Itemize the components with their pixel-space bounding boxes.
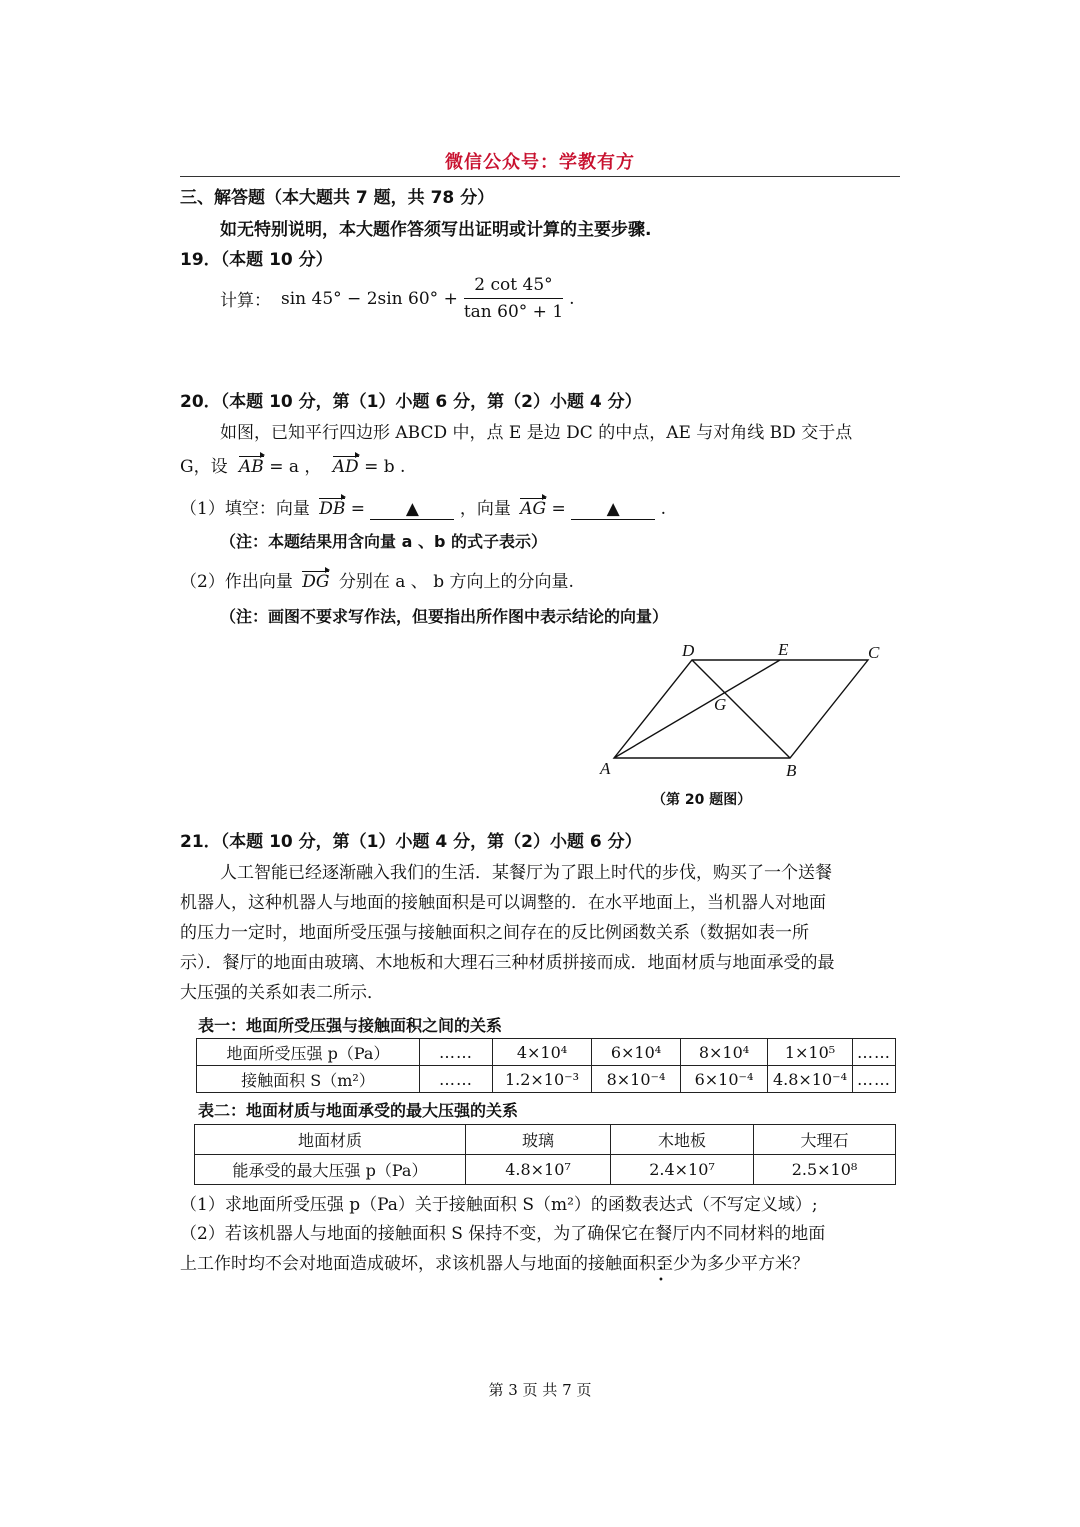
q20-note1: （注：本题结果用含向量 a 、b 的式子表示） — [220, 532, 547, 551]
table-cell: …… — [853, 1066, 896, 1093]
diagonal-bd — [692, 660, 790, 758]
q19-prompt: 计算： — [220, 291, 271, 311]
q21-para-2: 的压力一定时，地面所受压强与接触面积之间存在的反比例函数关系（数据如表一所 — [180, 923, 809, 943]
q21-para-1: 机器人，这种机器人与地面的接触面积是可以调整的．在水平地面上，当机器人对地面 — [180, 893, 826, 913]
q20-line2-lead: G，设 — [180, 457, 228, 477]
table-row — [195, 1125, 896, 1155]
q19-tail: . — [569, 288, 575, 309]
table-cell: 能承受的最大压强 p（Pa） — [195, 1155, 466, 1185]
table-cell: 玻璃 — [466, 1125, 611, 1155]
q19-title: 19．（本题 10 分） — [180, 250, 333, 270]
table2 — [194, 1124, 896, 1185]
label-c: C — [868, 643, 880, 662]
emphasis-at-least: 至少 • • — [656, 1254, 690, 1274]
table-cell: 4.8×10⁷ — [466, 1155, 611, 1185]
q20-part1 — [180, 494, 666, 520]
q20-eq-1: = — [350, 499, 366, 519]
header-divider — [180, 176, 900, 177]
vector-ab: AB — [239, 457, 264, 477]
table-row — [195, 1155, 896, 1185]
table-cell: 8×10⁻⁴ — [592, 1066, 681, 1093]
answer-blank-2[interactable]: ▲ — [571, 499, 655, 520]
table-cell: 地面所受压强 p（Pa） — [197, 1039, 420, 1066]
section-title: 三、解答题（本大题共 7 题，共 78 分） — [180, 188, 495, 208]
q21-part2-line1: （2）若该机器人与地面的接触面积 S 保持不变，为了确保它在餐厅内不同材料的地面 — [180, 1224, 826, 1244]
label-b: B — [786, 761, 797, 780]
q20-p1-end: . — [660, 499, 666, 519]
q21-p2-lead: 上工作时均不会对地面造成破坏，求该机器人与地面的接触面积 — [180, 1254, 656, 1274]
q21-para-3: 示）．餐厅的地面由玻璃、木地板和大理石三种材质拼接而成．地面材质与地面承受的最 — [180, 953, 835, 973]
q20-p2-lead: （2）作出向量 — [180, 572, 293, 592]
q20-p2-rest: 分别在 a 、 b 方向上的分向量. — [338, 572, 574, 592]
table-cell: …… — [853, 1039, 896, 1066]
table-cell: 2.5×10⁸ — [754, 1155, 896, 1185]
table-cell: 6×10⁻⁴ — [681, 1066, 768, 1093]
q20-eq-2: = — [551, 499, 566, 519]
q21-para-0: 人工智能已经逐渐融入我们的生活．某餐厅为了跟上时代的步伐，购买了一个送餐 — [220, 863, 832, 883]
table1 — [196, 1038, 896, 1093]
vector-dg: DG — [302, 572, 330, 592]
q20-p1-lead: （1）填空：向量 — [180, 499, 310, 519]
table-cell: 1.2×10⁻³ — [493, 1066, 592, 1093]
q21-p2-end: 为多少平方米？ — [690, 1254, 809, 1274]
q20-note2: （注：画图不要求写作法，但要指出所作图中表示结论的向量） — [220, 607, 669, 626]
q19-fraction — [464, 275, 563, 322]
figure-caption: （第 20 题图） — [652, 792, 752, 808]
q20-part2 — [180, 567, 574, 592]
q20-eq-b: = b . — [364, 457, 406, 477]
q19-numerator: 2 cot 45° — [464, 275, 563, 299]
q21-part2-line2 — [180, 1249, 809, 1274]
segment-ae — [614, 660, 780, 758]
label-e: E — [778, 640, 789, 659]
table-cell: 2.4×10⁷ — [611, 1155, 754, 1185]
table-cell: …… — [420, 1039, 493, 1066]
q20-line1: 如图，已知平行四边形 ABCD 中，点 E 是边 DC 的中点，AE 与对角线 BD 交于点 — [220, 423, 853, 443]
table-cell: 大理石 — [754, 1125, 896, 1155]
q19-expression — [220, 275, 575, 322]
table-row — [197, 1066, 896, 1093]
q20-p1-mid: ，向量 — [459, 499, 511, 519]
table-cell: 6×10⁴ — [592, 1039, 681, 1066]
table-cell: 接触面积 S（m²） — [197, 1066, 420, 1093]
vector-db: DB — [319, 499, 346, 519]
table-cell: 4.8×10⁻⁴ — [768, 1066, 853, 1093]
q21-title: 21．（本题 10 分，第（1）小题 4 分，第（2）小题 6 分） — [180, 832, 642, 852]
label-a: A — [600, 759, 611, 778]
label-g: G — [714, 695, 727, 714]
q19-expr-lead: sin 45° − 2sin 60° + — [281, 288, 458, 309]
q21-para-4: 大压强的关系如表二所示． — [180, 983, 384, 1003]
vector-ag: AG — [520, 499, 547, 519]
page-number: 第 3 页 共 7 页 — [488, 1381, 592, 1399]
table-cell: 8×10⁴ — [681, 1039, 768, 1066]
table-cell: 4×10⁴ — [493, 1039, 592, 1066]
table1-title: 表一：地面所受压强与接触面积之间的关系 — [198, 1016, 503, 1035]
table-cell: 1×10⁵ — [768, 1039, 853, 1066]
q21-part1: （1）求地面所受压强 p（Pa）关于接触面积 S（m²）的函数表达式（不写定义域）; — [180, 1195, 818, 1215]
section-note: 如无特别说明，本大题作答须写出证明或计算的主要步骤. — [220, 220, 652, 240]
vector-ad: AD — [332, 457, 359, 477]
table-row — [197, 1039, 896, 1066]
answer-blank-1[interactable]: ▲ — [370, 499, 454, 520]
q20-line2 — [180, 452, 405, 477]
parallelogram-figure — [590, 636, 890, 786]
table-cell: 木地板 — [611, 1125, 754, 1155]
table-cell: 地面材质 — [195, 1125, 466, 1155]
header-title: 微信公众号：学教有方 — [445, 152, 635, 173]
label-d: D — [682, 641, 695, 660]
q19-denominator: tan 60° + 1 — [463, 302, 564, 322]
table2-title: 表二：地面材质与地面承受的最大压强的关系 — [198, 1101, 519, 1120]
table-cell: …… — [420, 1066, 493, 1093]
q20-title: 20．（本题 10 分，第（1）小题 6 分，第（2）小题 4 分） — [180, 392, 642, 412]
q20-eq-a: = a ， — [269, 457, 322, 477]
